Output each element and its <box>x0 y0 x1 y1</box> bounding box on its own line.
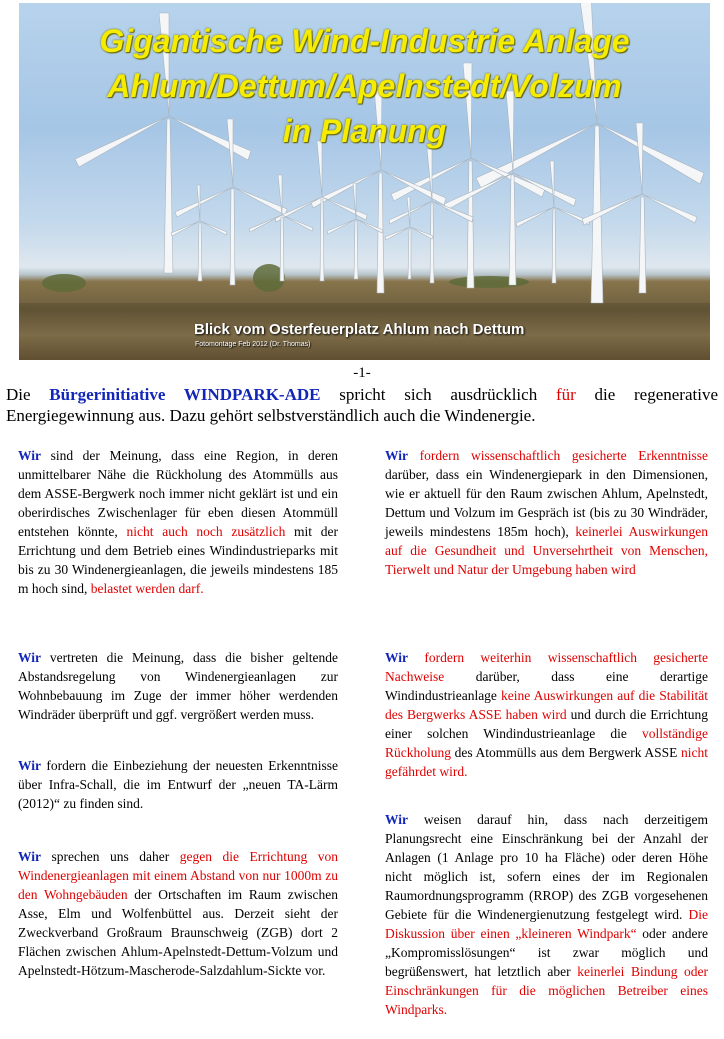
block-emphasis: keine Auswirkungen auf die Stabilität des Bergwerks ASSE haben wird <box>385 688 708 722</box>
title-line-3: in Planung <box>282 113 447 149</box>
wir-label: Wir <box>385 448 408 463</box>
hero-photomontage <box>19 3 710 360</box>
left-block-4 <box>18 847 338 980</box>
right-block-1 <box>385 446 708 579</box>
block-emphasis: belastet werden darf. <box>90 581 204 596</box>
wir-label: Wir <box>18 448 41 463</box>
page-number: -1- <box>353 365 371 381</box>
block-emphasis: keinerlei Bindung oder Einschränkungen für die möglichen Betreiber eines Windparks. <box>385 964 708 1017</box>
block-text: darüber, dass eine derartige Windindustrieanlage <box>385 669 708 703</box>
title-line-1: Gigantische Wind-Industrie Anlage <box>99 23 630 59</box>
wir-label: Wir <box>18 849 41 864</box>
block-emphasis: fordern weiterhin wissenschaftlich gesicherte Nachweise <box>385 650 708 684</box>
right-block-3 <box>385 810 708 1019</box>
wir-label: Wir <box>18 758 41 773</box>
wir-label: Wir <box>385 812 408 827</box>
photo-caption: Blick vom Osterfeuerplatz Ahlum nach Dettum <box>194 321 525 338</box>
emphasis-fuer: für <box>555 385 576 404</box>
block-text: sprechen uns daher <box>41 849 180 864</box>
block-text: der Ortschaften im Raum zwischen Asse, Elm und Wolfenbüttel aus. Derzeit sieht der Zweckverband Großraum Braunschweig (ZGB) dort 2 Flächen zwischen Ahlum-Apelnstedt-Dettum-Volzum und Apelnstedt-Hötzum-Mascherode-Salzdahlum-Sickte vor. <box>18 887 339 978</box>
title-line-2: Ahlum/Dettum/Apelnstedt/Volzum <box>107 68 622 104</box>
block-text: vertreten die Meinung, dass die bisher geltende Abstandsregelung von Windenergieanlagen zur Wohnbebauung im Zuge der immer höher werdenden Windräder überprüft und ggf. vergrößert werden muss. <box>18 650 338 722</box>
intro-text: die regenerative Energiegewinnung aus. Dazu gehört selbstverständlich auch die Windenergie. <box>6 385 718 425</box>
intro-paragraph <box>6 384 718 426</box>
block-emphasis: Die Diskussion über einen „kleineren Windpark“ <box>385 907 708 941</box>
left-block-2 <box>18 648 338 724</box>
right-block-2 <box>385 648 708 781</box>
left-block-3 <box>18 756 338 813</box>
block-emphasis: keinerlei Auswirkungen auf die Gesundheit und Unversehrtheit von Menschen, Tierwelt und Natur der Umgebung haben wird <box>385 524 708 577</box>
block-text: sind der Meinung, dass eine Region, in deren unmittelbarer Nähe die Rückholung des Atommülls aus dem ASSE-Bergwerk noch immer nicht geklärt ist und ein oberirdisches Zwischenlager für eben diesen Atommüll entstehen könnte, <box>18 448 338 539</box>
block-text: weisen darauf hin, dass nach derzeitigem Planungsrecht eine Einschränkung bei der Anzahl der Anlagen (1 Anlage pro 10 ha Fläche) oder deren Höhe nicht möglich ist, sofern eines der im Regionalen Raumordnungsprogramm (RROP) des ZGB vorgesehenen Gebiete für die Windenergienutzung festgelegt wird. <box>385 812 708 922</box>
block-emphasis: vollständige Rückholung <box>385 726 708 760</box>
left-block-1 <box>18 446 338 598</box>
block-emphasis: nicht gefährdet wird. <box>385 745 708 779</box>
intro-text: Die <box>6 385 50 404</box>
block-text: darüber, dass ein Windenergiepark in den Dimensionen, wie er aktuell für den Raum zwischen Ahlum, Apelnstedt, Dettum und Volzum im Gespräch ist (bis zu 30 Windräder, jeweils mindestens 185m hoch), <box>385 467 708 539</box>
block-text: des Atommülls aus dem Bergwerk ASSE <box>451 745 681 760</box>
block-emphasis: nicht auch noch zusätzlich <box>126 524 286 539</box>
block-text: oder andere „Kompromisslösungen“ ist zwar möglich und begrüßenswert, hat letztlich aber <box>385 926 709 979</box>
block-text: fordern die Einbeziehung der neuesten Erkenntnisse über Infra-Schall, die im Entwurf der „neuen TA-Lärm (2012)“ zu finden sind. <box>18 758 338 811</box>
initiative-name: Bürgerinitiative WINDPARK-ADE <box>49 385 321 404</box>
block-text: und durch die Errichtung einer solchen Windindustrieanlage die <box>385 707 709 741</box>
page-title <box>19 19 710 154</box>
photo-credit: Fotomontage Feb 2012 (Dr. Thomas) <box>195 341 311 348</box>
block-emphasis: fordern wissenschaftlich gesicherte Erkenntnisse <box>408 448 708 463</box>
wir-label: Wir <box>18 650 41 665</box>
block-emphasis: gegen die Errichtung von Windenergieanlagen mit einem Abstand von nur 1000m zu den Wohngebäuden <box>18 849 338 902</box>
wir-label: Wir <box>385 650 408 665</box>
intro-text: spricht sich ausdrücklich <box>320 385 556 404</box>
block-text: mit der Errichtung und dem Betrieb eines Windindustrieparks mit bis zu 30 Windenergieanlagen, die jeweils mindestens 185 m hoch sind, <box>18 524 338 596</box>
